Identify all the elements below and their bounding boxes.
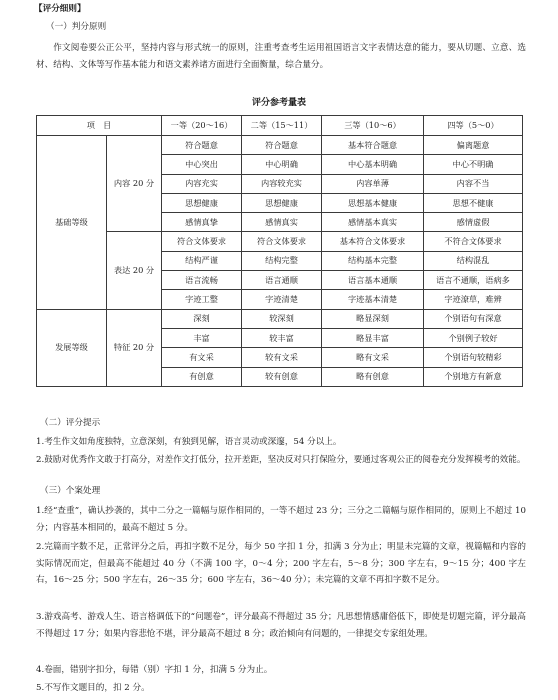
header-item: 项 目 xyxy=(37,116,162,136)
table-cell: 基本符合题意 xyxy=(322,136,424,155)
table-cell: 符合文体要求 xyxy=(242,232,322,251)
hint-item: 1.考生作文如角度独特，立意深刻，有独到见解，语言灵动或深邃，54 分以上。 xyxy=(36,437,342,447)
header-grade-3: 三等（10～6） xyxy=(322,116,424,136)
table-cell: 略显丰富 xyxy=(322,328,424,347)
case-item: 2.完篇而字数不足，正常评分之后，再扣字数不足分，每少 50 字扣 1 分，扣满 3 分为止；明显未完篇的文章，视篇幅和内容的实际情况而定，但最高不能超过 40 分（不满 100 字，0～4 分；200 字左右，5～8 分；300 字左右，9～15 分；400 字左右，16～25 分；500 字左右，26～35 分；600 字左右，36～40 分）；未完篇的文章不再扣字数不足分。 xyxy=(36,542,526,585)
table-row xyxy=(37,309,523,328)
table-cell: 语言基本通顺 xyxy=(322,271,424,290)
table-cell: 符合题意 xyxy=(242,136,322,155)
case-item: 1.经“查重”，确认抄袭的，其中二分之一篇幅与原作相同的，一等不超过 23 分；三分之二篇幅与原作相同的，原则上不超过 10 分；内容基本相同的，最高不超过 5 分。 xyxy=(36,506,526,533)
table-cell: 偏离题意 xyxy=(424,136,523,155)
header-grade-4: 四等（5～0） xyxy=(424,116,523,136)
section-header: 【评分细则】 xyxy=(34,4,86,14)
header-grade-1: 一等（20～16） xyxy=(162,116,242,136)
cases-heading: （三）个案处理 xyxy=(40,486,101,496)
subcategory-cell: 特征 20 分 xyxy=(107,309,162,386)
table-cell: 中心基本明确 xyxy=(322,155,424,174)
table-cell: 较有创意 xyxy=(242,367,322,386)
table-cell: 中心明确 xyxy=(242,155,322,174)
table-cell: 字迹潦草，难辨 xyxy=(424,290,523,309)
table-cell: 较有文采 xyxy=(242,348,322,367)
table-cell: 不符合文体要求 xyxy=(424,232,523,251)
table-cell: 思想基本健康 xyxy=(322,193,424,212)
table-cell: 结构严谨 xyxy=(162,251,242,270)
table-row xyxy=(37,232,523,251)
table-cell: 有创意 xyxy=(162,367,242,386)
case-item: 3.游戏高考、游戏人生、语言格调低下的“问题卷”，评分最高不得超过 35 分；凡思想情感庸俗低下，即使是切题完篇，评分最高不得超过 17 分；如果内容悲怆不堪，评分最高不超过 8 分；政治倾向有问题的，一律提交专家组处理。 xyxy=(36,612,526,639)
table-cell: 符合文体要求 xyxy=(162,232,242,251)
table-header-row xyxy=(37,116,523,136)
table-row xyxy=(37,136,523,155)
table-cell: 感情真实 xyxy=(242,213,322,232)
table-cell: 有文采 xyxy=(162,348,242,367)
table-title: 评分参考量表 xyxy=(251,98,306,108)
table-cell: 个别例子较好 xyxy=(424,328,523,347)
subcategory-cell: 内容 20 分 xyxy=(107,136,162,232)
scoring-table xyxy=(36,115,523,387)
table-cell: 语言通顺 xyxy=(242,271,322,290)
table-cell: 感情基本真实 xyxy=(322,213,424,232)
table-cell: 丰富 xyxy=(162,328,242,347)
principle-paragraph: 作文阅卷要公正公平，坚持内容与形式统一的原则，注重考查考生运用祖国语言文字表情达意的能力，要从切题、立意、选材、结构、文体等写作基本能力和语文素养诸方面进行全面衡量，综合量分。 xyxy=(36,43,526,70)
table-cell: 基本符合文体要求 xyxy=(322,232,424,251)
table-cell: 结构完整 xyxy=(242,251,322,270)
table-cell: 感情虚假 xyxy=(424,213,523,232)
table-cell: 个别语句有深意 xyxy=(424,309,523,328)
table-cell: 语言流畅 xyxy=(162,271,242,290)
table-cell: 中心突出 xyxy=(162,155,242,174)
subcategory-cell: 表达 20 分 xyxy=(107,232,162,309)
table-cell: 结构混乱 xyxy=(424,251,523,270)
category-cell: 基础等级 xyxy=(37,136,107,310)
table-cell: 个别语句较精彩 xyxy=(424,348,523,367)
table-cell: 字迹清楚 xyxy=(242,290,322,309)
hints-heading: （二）评分提示 xyxy=(40,418,101,428)
table-cell: 中心不明确 xyxy=(424,155,523,174)
table-cell: 字迹工整 xyxy=(162,290,242,309)
table-cell: 思想不健康 xyxy=(424,193,523,212)
table-cell: 略有文采 xyxy=(322,348,424,367)
table-cell: 较丰富 xyxy=(242,328,322,347)
table-cell: 思想健康 xyxy=(162,193,242,212)
principle-heading: （一）判分原则 xyxy=(46,22,107,32)
table-cell: 感情真挚 xyxy=(162,213,242,232)
hint-item: 2.鼓励对优秀作文敢于打高分，对差作文打低分，拉开差距，坚决反对只打保险分，要通过客观公正的阅卷充分发挥模考的效能。 xyxy=(36,455,526,465)
table-cell: 深刻 xyxy=(162,309,242,328)
table-cell: 个别地方有新意 xyxy=(424,367,523,386)
table-cell: 内容较充实 xyxy=(242,174,322,193)
table-cell: 略显深刻 xyxy=(322,309,424,328)
category-cell: 发展等级 xyxy=(37,309,107,386)
table-cell: 结构基本完整 xyxy=(322,251,424,270)
table-cell: 内容充实 xyxy=(162,174,242,193)
table-cell: 内容不当 xyxy=(424,174,523,193)
table-cell: 略有创意 xyxy=(322,367,424,386)
table-cell: 语言不通顺，语病多 xyxy=(424,271,523,290)
table-cell: 符合题意 xyxy=(162,136,242,155)
table-cell: 内容单薄 xyxy=(322,174,424,193)
header-grade-2: 二等（15～11） xyxy=(242,116,322,136)
table-cell: 较深刻 xyxy=(242,309,322,328)
table-cell: 字迹基本清楚 xyxy=(322,290,424,309)
table-cell: 思想健康 xyxy=(242,193,322,212)
case-item: 5.不写作文题目的，扣 2 分。 xyxy=(36,683,150,693)
case-item: 4.卷面，错别字扣分，每错（别）字扣 1 分，扣满 5 分为止。 xyxy=(36,665,273,675)
